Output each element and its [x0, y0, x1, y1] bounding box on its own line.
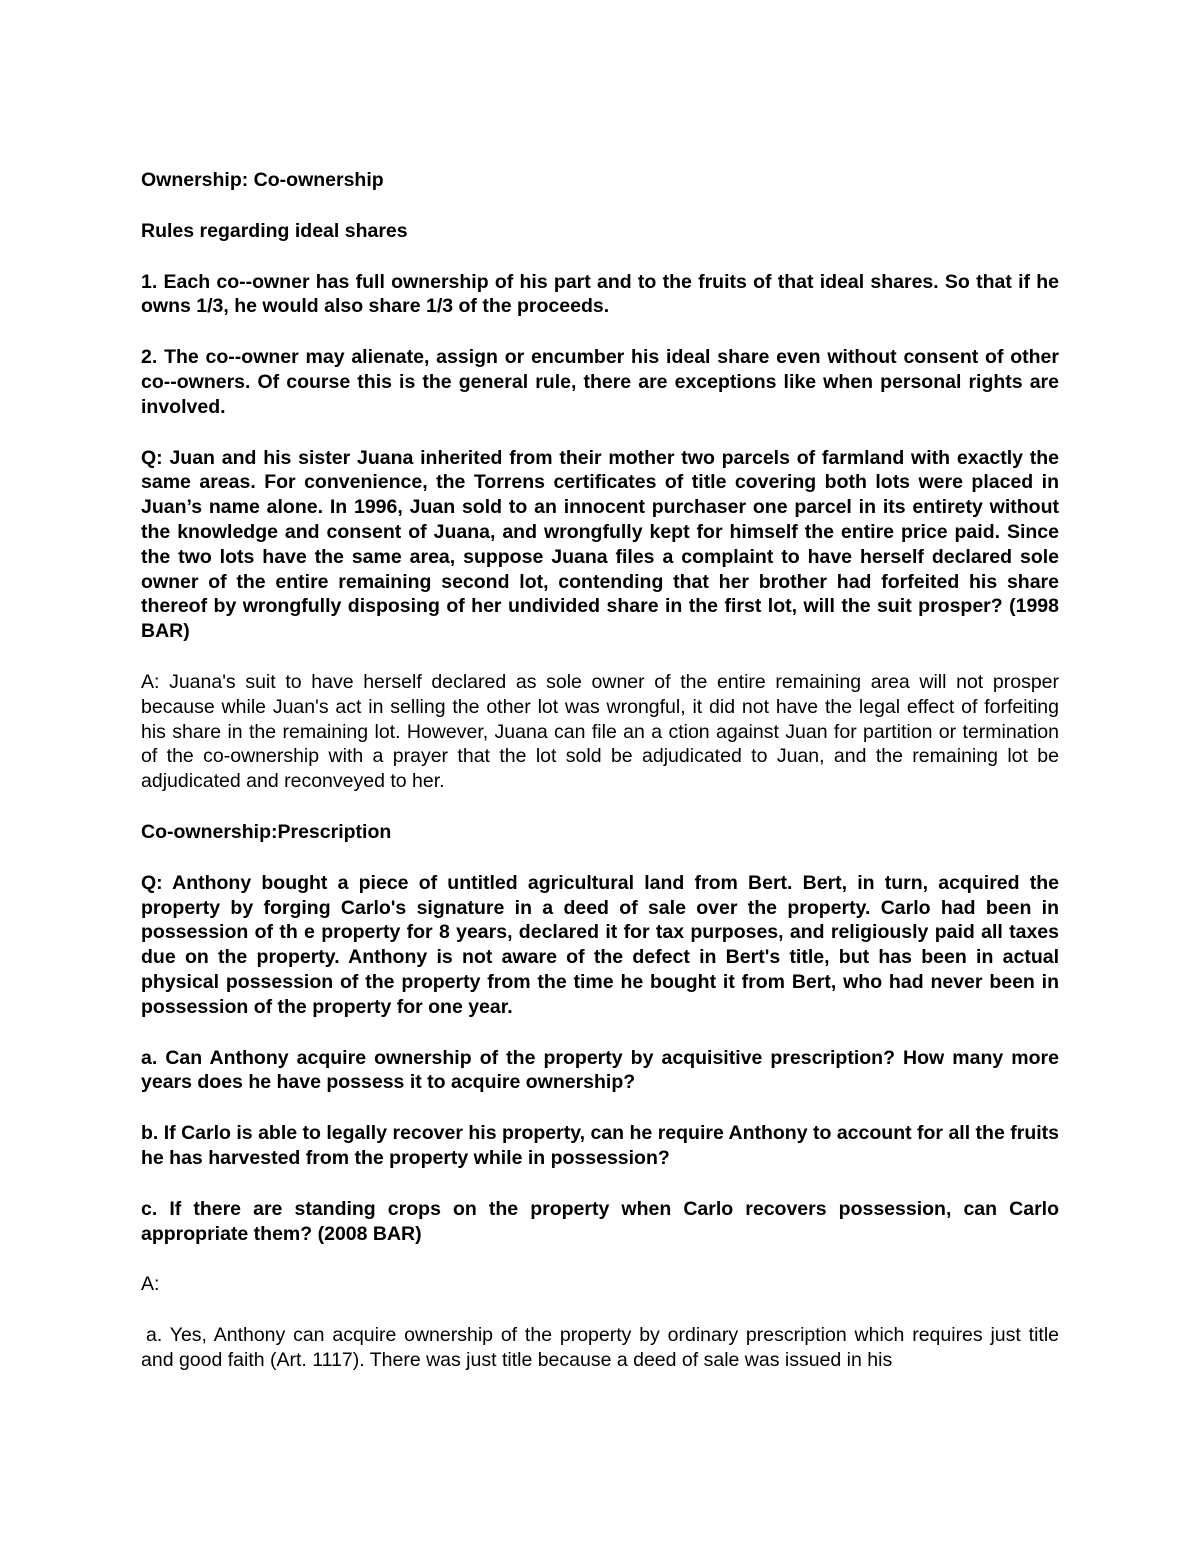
- rule-2: 2. The co--owner may alienate, assign or encumber his ideal share even without consent of other co--owners. Of course this is the general rule, there are exceptions like when personal rights are involved.: [141, 346, 1059, 418]
- question-1: Q: Juan and his sister Juana inherited from their mother two parcels of farmland with exactly the same areas. For convenience, the Torrens certificates of title covering both lots were placed in Juan’s name alone. In 1996, Juan sold to an innocent purchaser one parcel in its entirety without the knowledge and consent of Juana, and wrongfully kept for himself the entire price paid. Since the two lots have the same area, suppose Juana files a complaint to have herself declared sole owner of the entire remaining second lot, contending that her brother had forfeited his share thereof by wrongfully disposing of her undivided share in the first lot, will the suit prosper? (1998 BAR): [141, 446, 1059, 643]
- question-2a: a. Can Anthony acquire ownership of the property by acquisitive prescription? How many more years does he have possess it to acquire ownership?: [141, 1046, 1059, 1094]
- answer-2-label: A:: [141, 1273, 160, 1296]
- document-title: Ownership: Co-ownership: [141, 169, 384, 191]
- document-page: [141, 168, 1059, 1399]
- section-subtitle: Rules regarding ideal shares: [141, 219, 408, 242]
- rule-1: 1. Each co--owner has full ownership of his part and to the fruits of that ideal shares. So that if he owns 1/3, he would also share 1/3 of the proceeds.: [141, 270, 1059, 318]
- answer-2a-text: a. Yes, Anthony can acquire ownership of the property by ordinary prescription which requires just title and good faith (Art. 1117). There was just title because a deed of sale was issued in his: [141, 1324, 1059, 1371]
- section-2-title: Co-ownership:Prescription: [141, 820, 392, 843]
- answer-1: A: Juana's suit to have herself declared as sole owner of the entire remaining area will not prosper because while Juan's act in selling the other lot was wrongful, it did not have the legal effect of forfeiting his share in the remaining lot. However, Juana can file an a ction against Juan for partition or termination of the co-ownership with a prayer that the lot sold be adjudicated to Juan, and the remaining lot be adjudicated and reconveyed to her.: [141, 670, 1059, 793]
- question-2: Q: Anthony bought a piece of untitled agricultural land from Bert. Bert, in turn, acquired the property by forging Carlo's signature in a deed of sale over the property. Carlo had been in possession of th e property for 8 years, declared it for tax purposes, and religiously paid all taxes due on the property. Anthony is not aware of the defect in Bert's title, but has been in actual physical possession of the property from the time he bought it from Bert, who had never been in possession of the property for one year.: [141, 871, 1059, 1018]
- question-2b: b. If Carlo is able to legally recover his property, can he require Anthony to account for all the fruits he has harvested from the property while in possession?: [141, 1122, 1059, 1169]
- answer-2a: [141, 1323, 1059, 1373]
- question-2c: c. If there are standing crops on the property when Carlo recovers possession, can Carlo appropriate them? (2008 BAR): [141, 1197, 1059, 1245]
